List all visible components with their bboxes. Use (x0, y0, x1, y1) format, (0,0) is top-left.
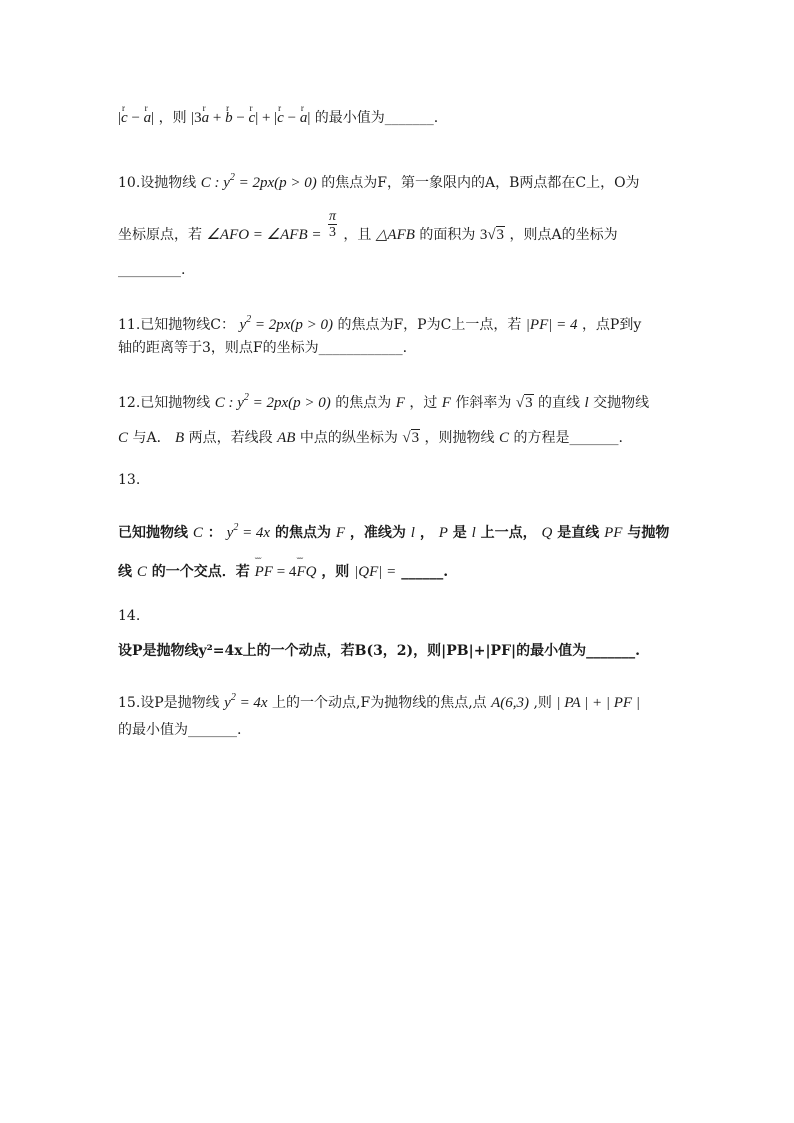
q13-text4: ， (419, 525, 434, 541)
q12-slope: √3 (515, 395, 533, 411)
q-prev-text-then: ，则 (158, 110, 187, 126)
q12-line-2 (118, 428, 623, 448)
q12-text10: ，则抛物线 (424, 430, 495, 446)
q12-text2: 的焦点为 (335, 395, 392, 411)
q11-condition: |PF| = 4 (525, 317, 578, 333)
q10-text2: 的焦点为F，第一象限内的A，B两点都在C上，O为 (321, 175, 640, 191)
q12-text7: 与A． (132, 430, 171, 446)
q11-text3: ，点P到y (581, 317, 642, 333)
q12-B: B (175, 430, 185, 446)
q10-line-3 (118, 260, 185, 280)
q13-line-1 (118, 518, 669, 543)
q10-triangle: △AFB (375, 227, 415, 243)
q15-number: 15. (118, 695, 141, 711)
q12-C2: C (499, 430, 510, 446)
q10-frac-num: π (328, 208, 336, 224)
q14-text: 设P是抛物线y²=4x上的一个动点，若B(3，2)，则|PB|+|PF|的最小值为_______. (118, 643, 640, 659)
q12-equation: C : $y^2 = 2px(p > 0)$ (214, 392, 331, 411)
q10-text5: 的面积为 (419, 227, 476, 243)
q11-text2: 的焦点为F，P为C上一点，若 (337, 317, 522, 333)
q13-P: P (438, 525, 448, 541)
q13-text8: 与抛物 (627, 525, 670, 541)
q10-line-1 (118, 168, 640, 193)
q12-line-1 (118, 388, 649, 413)
q13-blank: ______. (401, 564, 449, 580)
q12-text3: ，过 (409, 395, 438, 411)
q13-F: F (335, 525, 346, 541)
q13-l2: l (471, 525, 476, 541)
q13-number: 13. (118, 472, 141, 488)
q11-line-1 (118, 310, 641, 335)
q13-text2: 的焦点为 (274, 525, 331, 541)
q10-pi-over-3 (328, 209, 337, 240)
q10-angle-equation: ∠AFO = ∠AFB = (206, 227, 322, 243)
q-prev-line (118, 108, 438, 128)
q10-text3: 坐标原点，若 (118, 227, 202, 243)
q13-text11: ，则 (321, 564, 350, 580)
q15-line-2 (118, 720, 241, 740)
q13-number-line (118, 470, 140, 490)
q12-ycoord: √3 (402, 430, 420, 446)
q13-C: C (192, 525, 203, 541)
q11-number: 11. (118, 317, 141, 333)
q12-text11: 的方程是_______. (513, 430, 623, 446)
q12-text9: 中点的纵坐标为 (299, 430, 398, 446)
q13-text3: ，准线为 (349, 525, 406, 541)
q14-number-line (118, 606, 140, 626)
q13-l: l (410, 525, 415, 541)
q10-text4: ，且 (343, 227, 372, 243)
q12-l: l (584, 395, 589, 411)
q13-equation: $y^2 = 4x$ (226, 522, 271, 541)
q12-number: 12. (118, 395, 141, 411)
q13-Q: Q (541, 525, 553, 541)
q15-expr: | PA | + | PF | (556, 695, 640, 711)
q13-PF: PF (604, 525, 623, 541)
q13-line-2 (118, 562, 448, 582)
q11-text1: 已知抛物线C： (140, 317, 235, 333)
q-prev-text-min: 的最小值为_______. (314, 110, 439, 126)
q15-text2: 上的一个动点,F为抛物线的焦点,点 (272, 695, 487, 711)
q11-line-2 (118, 338, 407, 358)
q10-equation: C : $y^2 = 2px(p > 0)$ (200, 172, 317, 191)
q13-colon: ： (207, 525, 222, 541)
q15-point: A(6,3) (491, 695, 530, 711)
q13-text10: 的一个交点．若 (151, 564, 250, 580)
q12-text1: 已知抛物线 (140, 395, 211, 411)
q13-text7: 是直线 (557, 525, 600, 541)
q10-line-2 (118, 208, 618, 245)
q15-line-1 (118, 688, 640, 713)
q14-line-1 (118, 641, 640, 661)
q12-C: C (118, 430, 129, 446)
q10-number: 10. (118, 175, 141, 191)
q15-text1: 设P是抛物线 (140, 695, 220, 711)
q13-text5: 是 (452, 525, 467, 541)
q15-text3: ,则 (533, 695, 552, 711)
q13-C2: C (136, 564, 147, 580)
q13-QF: |QF| = (354, 564, 397, 580)
q13-text1: 已知抛物线 (118, 525, 188, 541)
q13-text6: 上一点， (480, 525, 537, 541)
q12-text5: 的直线 (538, 395, 581, 411)
q13-text9: 线 (118, 564, 132, 580)
q12-AB: AB (277, 430, 296, 446)
q15-text4: 的最小值为_______. (118, 722, 242, 738)
q15-equation: $y^2 = 4x$ (224, 692, 268, 711)
q14-number: 14. (118, 608, 141, 624)
q13-vector-equation: ˘˘˘ PF = 4˘˘˘ FQ (255, 564, 317, 580)
q11-text4: 轴的距离等于3，则点F的坐标为____________. (118, 340, 408, 356)
q10-frac-den: 3 (328, 224, 336, 240)
q-prev-expr: |3r a + r b − r c| + |r c − r a| (191, 110, 310, 126)
q-prev-abs: |r c − r a| (118, 110, 154, 126)
q12-text8: 两点，若线段 (188, 430, 273, 446)
q10-text6: ，则点A的坐标为 (509, 227, 618, 243)
q11-equation: $y^2 = 2px(p > 0)$ (239, 314, 334, 333)
q12-F: F (395, 395, 405, 411)
q10-blank: _________. (118, 262, 186, 278)
q12-text6: 交抛物线 (593, 395, 650, 411)
q10-area: 3√3 (479, 227, 505, 243)
q12-text4: 作斜率为 (455, 395, 512, 411)
q10-text1: 设抛物线 (140, 175, 197, 191)
q12-F2: F (441, 395, 451, 411)
